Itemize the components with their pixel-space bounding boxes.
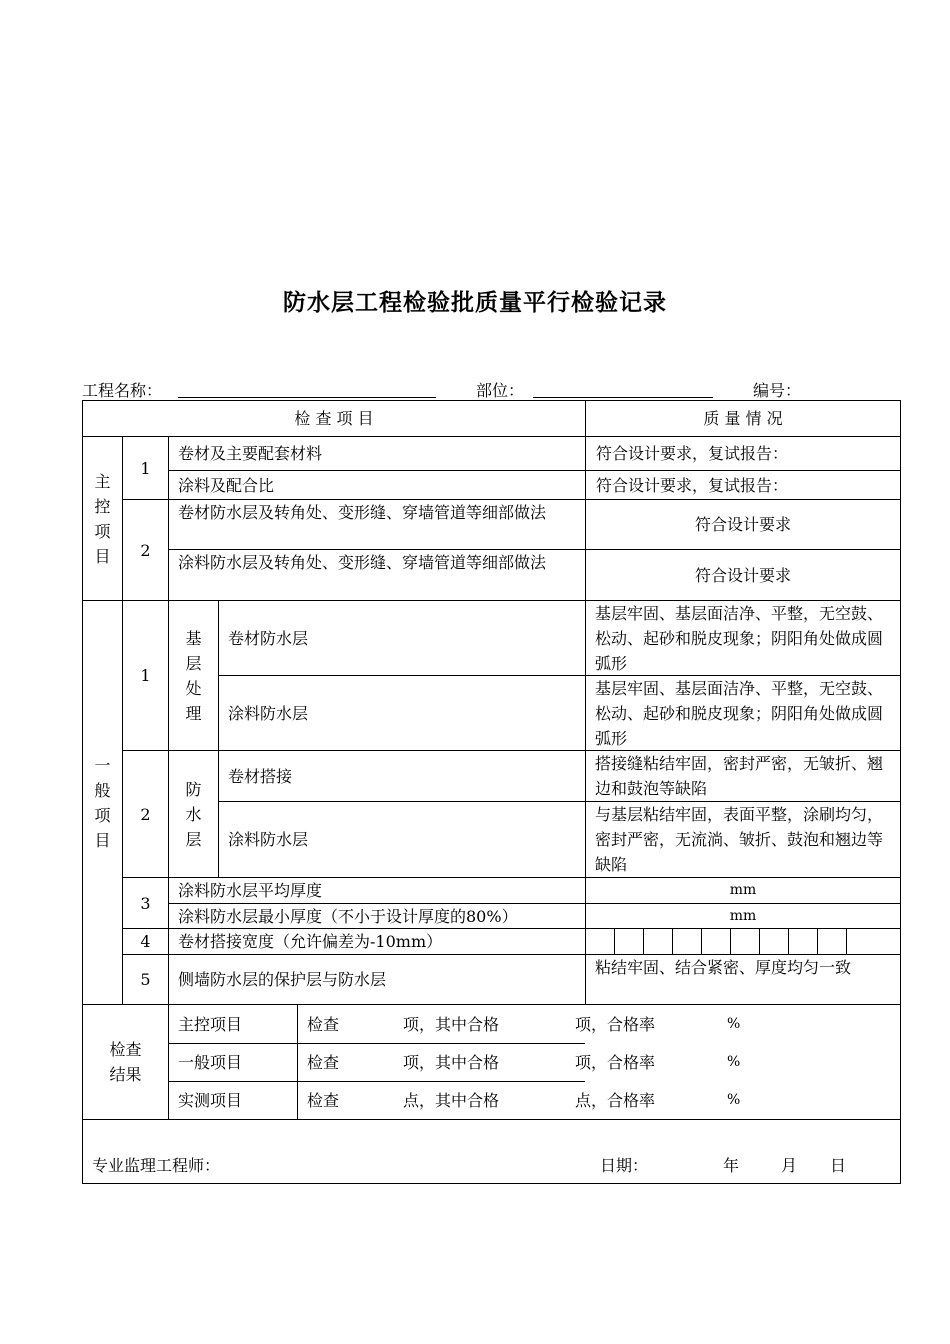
result-row-main-unit1: 项，其中合格 xyxy=(403,1014,500,1034)
general-row5-no xyxy=(123,955,168,1004)
main-row1-no xyxy=(123,437,168,499)
row-number: 5 xyxy=(140,970,151,989)
check-result-label xyxy=(83,1005,168,1119)
result-row-general-pct: % xyxy=(727,1054,741,1070)
date-month: 月 xyxy=(781,1156,798,1175)
check-result-line: 检查 xyxy=(109,1040,142,1059)
general-row3-unit-b xyxy=(586,904,900,928)
result-row-general-check: 检查 xyxy=(307,1053,340,1072)
header-quality-text: 质 量 情 况 xyxy=(703,409,783,428)
unit-text: mm xyxy=(729,882,757,898)
result-row-measured-pct: % xyxy=(727,1092,741,1108)
location-label: 部位： xyxy=(476,381,525,400)
main-row1-item-a: 卷材及主要配套材料 xyxy=(178,444,323,463)
general-row1-item-a: 卷材防水层 xyxy=(228,628,309,648)
result-row-measured-name: 实测项目 xyxy=(178,1091,243,1110)
main-control-label xyxy=(83,437,122,600)
result-row-main-name: 主控项目 xyxy=(178,1014,243,1034)
general-row1-no xyxy=(123,601,168,750)
quality-text: 符合设计要求 xyxy=(694,515,791,534)
general-row3-unit-a xyxy=(586,878,900,903)
base-treatment-char: 层 xyxy=(185,653,202,673)
general-char: 项 xyxy=(94,805,111,825)
main-row2-quality-b xyxy=(586,550,900,600)
date-year: 年 xyxy=(723,1156,740,1175)
main-row2-quality-a xyxy=(586,500,900,549)
header-quality xyxy=(586,401,900,436)
general-row3-item-b: 涂料防水层最小厚度（不小于设计厚度的80%） xyxy=(178,906,518,926)
general-char: 一 xyxy=(94,755,111,775)
main-row2-no xyxy=(123,500,168,600)
main-row2-item-b: 涂料防水层及转角处、变形缝、穿墙管道等细部做法 xyxy=(178,553,547,572)
general-row3-no xyxy=(123,878,168,928)
row-number: 2 xyxy=(140,540,151,560)
date-label: 日期： xyxy=(600,1156,649,1175)
general-row2-no xyxy=(123,751,168,877)
waterproof-layer-char: 水 xyxy=(185,804,202,824)
main-row2-item-a: 卷材防水层及转角处、变形缝、穿墙管道等细部做法 xyxy=(178,503,547,522)
quality-text: 符合设计要求 xyxy=(694,565,791,585)
page-title: 防水层工程检验批质量平行检验记录 xyxy=(283,289,667,316)
main-control-char: 主 xyxy=(94,471,111,491)
base-treatment-label xyxy=(169,601,218,750)
unit-text: mm xyxy=(729,907,757,924)
general-row4-no xyxy=(123,929,168,954)
result-row-measured-unit2: 点，合格率 xyxy=(575,1091,656,1110)
main-row1-quality-b: 符合设计要求，复试报告： xyxy=(596,475,789,495)
general-row5-item: 侧墙防水层的保护层与防水层 xyxy=(178,970,387,989)
row-number: 4 xyxy=(140,932,151,951)
result-row-main-pct: % xyxy=(727,1015,741,1032)
main-control-char: 目 xyxy=(94,546,111,566)
main-control-char: 控 xyxy=(94,496,111,516)
general-row5-quality: 粘结牢固、结合紧密、厚度均匀一致 xyxy=(595,958,852,977)
base-treatment-char: 基 xyxy=(185,628,202,648)
main-row1-quality-a: 符合设计要求，复试报告： xyxy=(596,444,789,463)
general-row4-item: 卷材搭接宽度（允许偏差为-10mm） xyxy=(178,932,443,951)
main-row1-item-b: 涂料及配合比 xyxy=(178,475,275,495)
result-row-measured-unit1: 点，其中合格 xyxy=(403,1091,500,1110)
row-number: 2 xyxy=(140,804,151,824)
main-control-char: 项 xyxy=(94,521,111,541)
waterproof-layer-char: 层 xyxy=(185,829,202,849)
general-label xyxy=(83,601,122,1004)
general-char: 目 xyxy=(94,830,111,850)
base-treatment-char: 理 xyxy=(185,703,202,723)
result-row-general-name: 一般项目 xyxy=(178,1053,243,1072)
row-number: 3 xyxy=(140,893,151,913)
general-row2-quality-a: 搭接缝粘结牢固，密封严密，无皱折、翘边和鼓泡等缺陷 xyxy=(595,754,884,798)
general-row2-item-b: 涂料防水层 xyxy=(228,830,309,849)
waterproof-layer-char: 防 xyxy=(185,779,202,799)
general-row3-item-a: 涂料防水层平均厚度 xyxy=(178,881,323,900)
result-row-main-unit2: 项，合格率 xyxy=(575,1014,656,1034)
number-label: 编号： xyxy=(753,381,802,400)
project-name-label: 工程名称： xyxy=(82,381,163,400)
check-result-line: 结果 xyxy=(109,1065,142,1084)
engineer-label: 专业监理工程师： xyxy=(92,1156,221,1175)
result-row-main-check: 检查 xyxy=(307,1014,340,1034)
row-number: 1 xyxy=(140,666,151,685)
date-day: 日 xyxy=(830,1156,847,1175)
row-number: 1 xyxy=(140,458,151,478)
base-treatment-char: 处 xyxy=(185,678,202,698)
general-row2-item-a: 卷材搭接 xyxy=(228,766,293,786)
general-row1-quality-a: 基层牢固、基层面洁净、平整，无空鼓、松动、起砂和脱皮现象；阴阳角处做成圆弧形 xyxy=(595,604,884,673)
waterproof-layer-label xyxy=(169,751,218,877)
result-row-general-unit2: 项，合格率 xyxy=(575,1053,656,1072)
header-check-item-text: 检 查 项 目 xyxy=(294,409,374,428)
general-row1-item-b: 涂料防水层 xyxy=(228,703,309,723)
result-row-general-unit1: 项，其中合格 xyxy=(403,1053,500,1072)
general-char: 般 xyxy=(94,780,111,800)
result-row-measured-check: 检查 xyxy=(307,1091,340,1110)
header-check-item xyxy=(83,401,585,436)
general-row1-quality-b: 基层牢固、基层面洁净、平整，无空鼓、松动、起砂和脱皮现象；阴阳角处做成圆弧形 xyxy=(595,679,884,748)
general-row2-quality-b: 与基层粘结牢固，表面平整，涂刷均匀，密封严密，无流淌、皱折、鼓泡和翘边等缺陷 xyxy=(595,805,884,874)
